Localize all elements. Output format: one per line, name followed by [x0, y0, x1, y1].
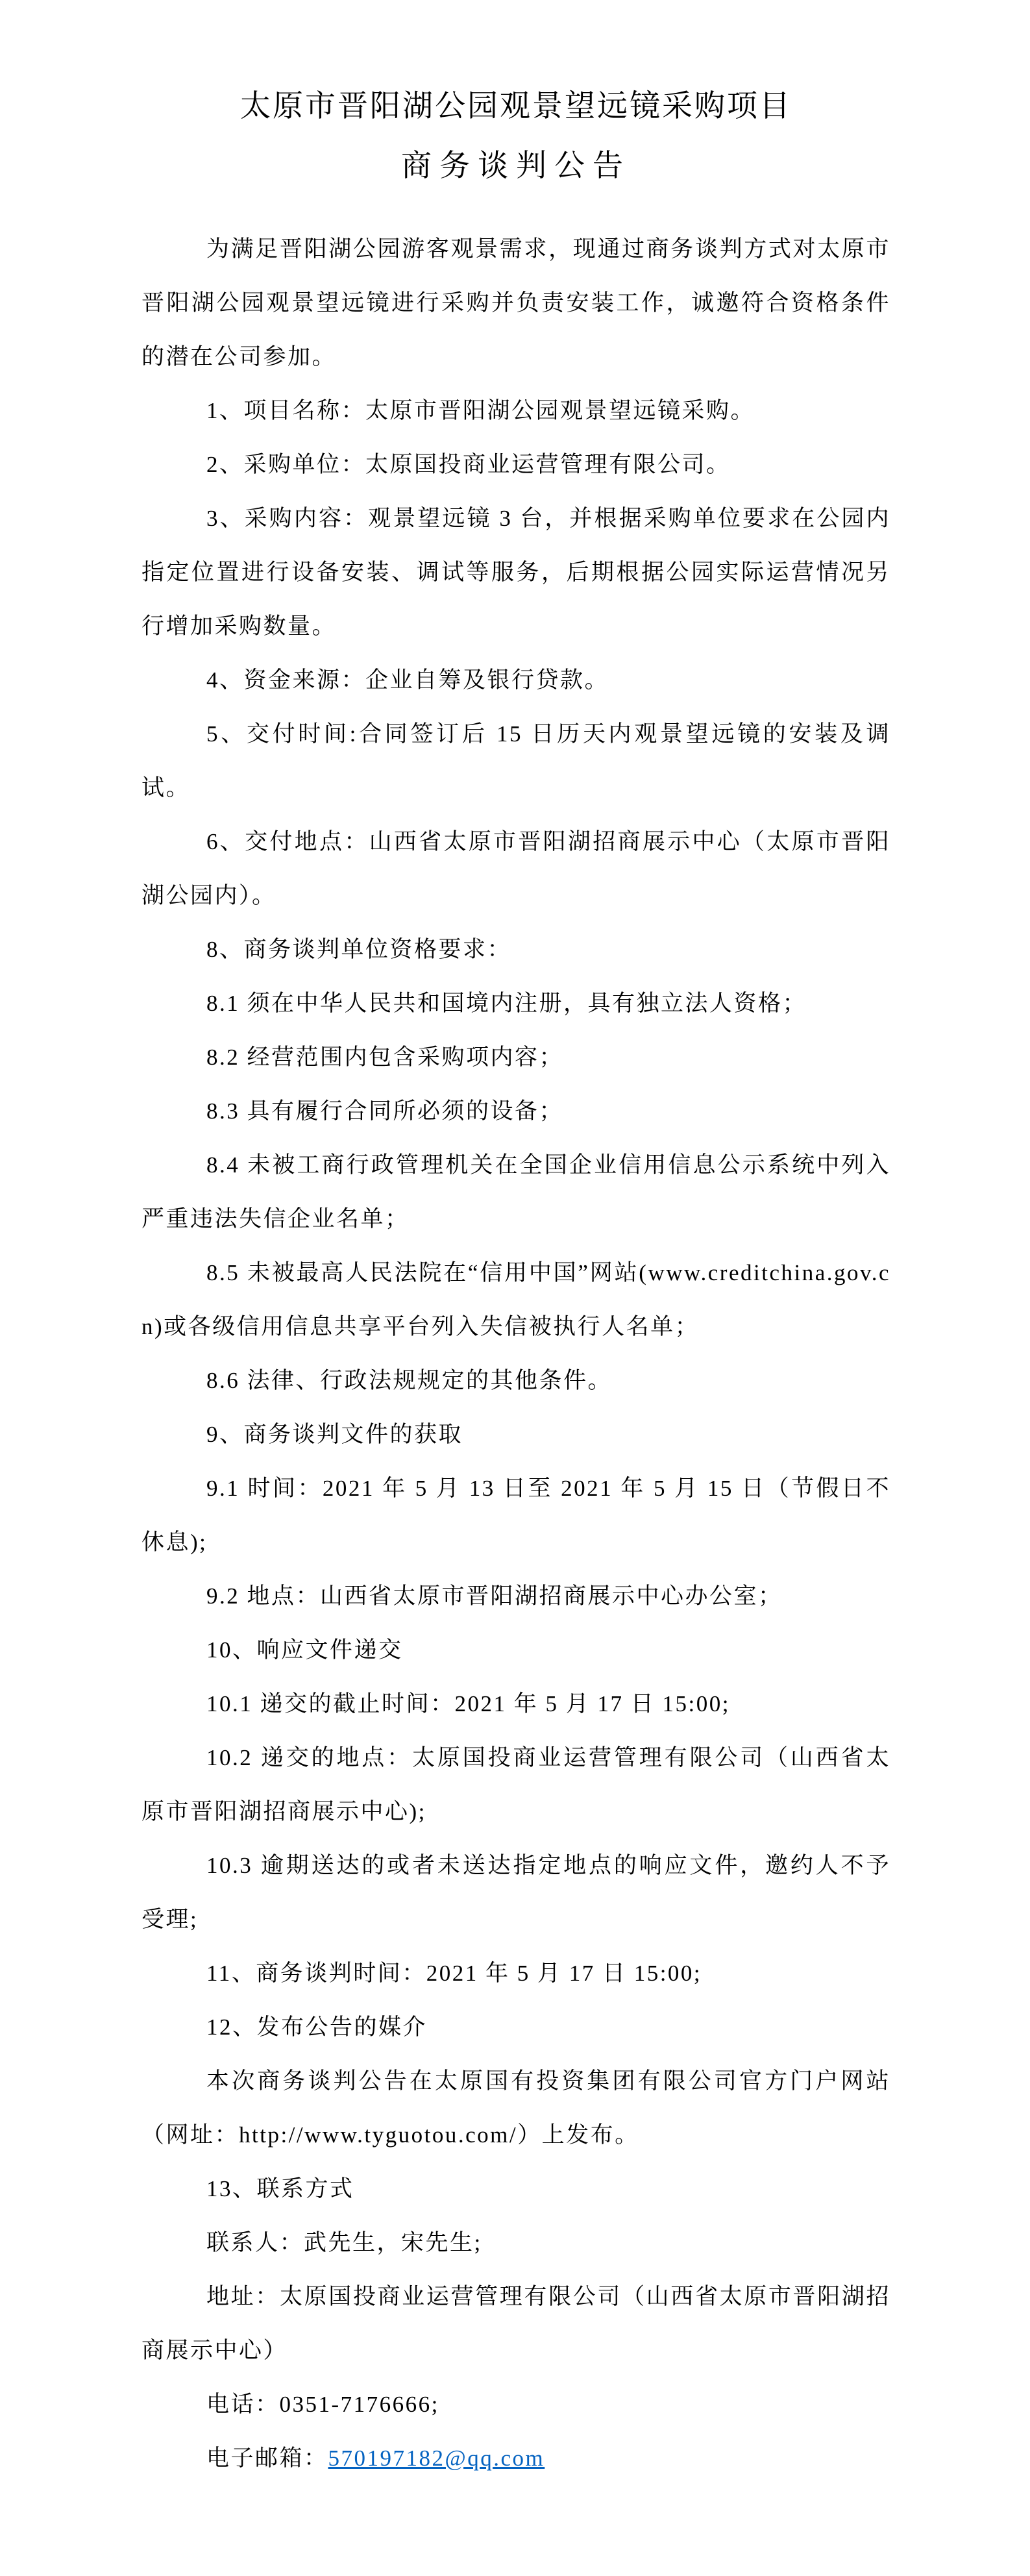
doc-body	[141, 222, 890, 2485]
item-2-purchasing-unit: 2、采购单位：太原国投商业运营管理有限公司。	[206, 452, 731, 477]
item-13-contact-header: 13、联系方式	[206, 2176, 354, 2201]
item-9-2-place: 9.2 地点：山西省太原市晋阳湖招商展示中心办公室；	[206, 1583, 783, 1609]
item-8-6-other-conditions: 8.6 法律、行政法规规定的其他条件。	[206, 1368, 613, 1393]
item-10-1-deadline: 10.1 递交的截止时间：2021 年 5 月 17 日 15:00;	[206, 1691, 730, 1716]
email-label: 电子邮箱：	[206, 2446, 328, 2471]
item-4-funding-source: 4、资金来源：企业自筹及银行贷款。	[206, 667, 609, 693]
item-9-1-time: 9.1 时间：2021 年 5 月 13 日至 2021 年 5 月 15 日（节假日不休息);	[141, 1476, 890, 1555]
item-12-media-header: 12、发布公告的媒介	[206, 2014, 428, 2040]
item-6-delivery-place: 6、交付地点：山西省太原市晋阳湖招商展示中心（太原市晋阳湖公园内）。	[141, 829, 890, 908]
contact-phone: 电话：0351-7176666;	[206, 2392, 439, 2417]
item-8-4-credit-blacklist: 8.4 未被工商行政管理机关在全国企业信用信息公示系统中列入严重违法失信企业名单；	[141, 1152, 890, 1232]
contact-email-line	[141, 2431, 890, 2485]
contact-person: 联系人：武先生，宋先生;	[206, 2230, 482, 2255]
item-3-purchase-content: 3、采购内容：观景望远镜 3 台，并根据采购单位要求在公园内指定位置进行设备安装、调试等服务，后期根据公园实际运营情况另行增加采购数量。	[141, 506, 890, 639]
item-8-3-equipment: 8.3 具有履行合同所必须的设备；	[206, 1098, 564, 1124]
doc-title-line1: 太原市晋阳湖公园观景望远镜采购项目	[240, 90, 792, 123]
item-9-doc-acquisition-header: 9、商务谈判文件的获取	[206, 1422, 463, 1447]
item-1-project-name: 1、项目名称：太原市晋阳湖公园观景望远镜采购。	[206, 398, 755, 423]
item-10-3-late-submission: 10.3 逾期送达的或者未送达指定地点的响应文件，邀约人不予受理;	[141, 1853, 890, 1932]
item-11-negotiation-time: 11、商务谈判时间：2021 年 5 月 17 日 15:00;	[206, 1961, 702, 1986]
email-link[interactable]: 570197182@qq.com	[328, 2446, 545, 2471]
item-10-submission-header: 10、响应文件递交	[206, 1637, 403, 1663]
doc-title-line2: 商务谈判公告	[401, 149, 631, 183]
intro-paragraph: 为满足晋阳湖公园游客观景需求，现通过商务谈判方式对太原市晋阳湖公园观景望远镜进行采购并负责安装工作，诚邀符合资格条件的潜在公司参加。	[141, 236, 890, 369]
contact-address: 地址：太原国投商业运营管理有限公司（山西省太原市晋阳湖招商展示中心）	[141, 2284, 890, 2363]
item-5-delivery-time: 5、交付时间:合同签订后 15 日历天内观景望远镜的安装及调试。	[141, 721, 890, 800]
item-8-qualification-header: 8、商务谈判单位资格要求：	[206, 937, 512, 962]
item-8-1-registration: 8.1 须在中华人民共和国境内注册，具有独立法人资格；	[206, 991, 807, 1016]
item-8-5-creditchina: 8.5 未被最高人民法院在“信用中国”网站(www.creditchina.gov.cn)或各级信用信息共享平台列入失信被执行人名单；	[141, 1260, 890, 1339]
item-8-2-business-scope: 8.2 经营范围内包含采购项内容；	[206, 1045, 564, 1070]
item-12-media-text: 本次商务谈判公告在太原国有投资集团有限公司官方门户网站（网址：http://www.tyguotou.com/）上发布。	[141, 2068, 890, 2148]
item-10-2-submit-place: 10.2 递交的地点：太原国投商业运营管理有限公司（山西省太原市晋阳湖招商展示中心);	[141, 1745, 890, 1824]
